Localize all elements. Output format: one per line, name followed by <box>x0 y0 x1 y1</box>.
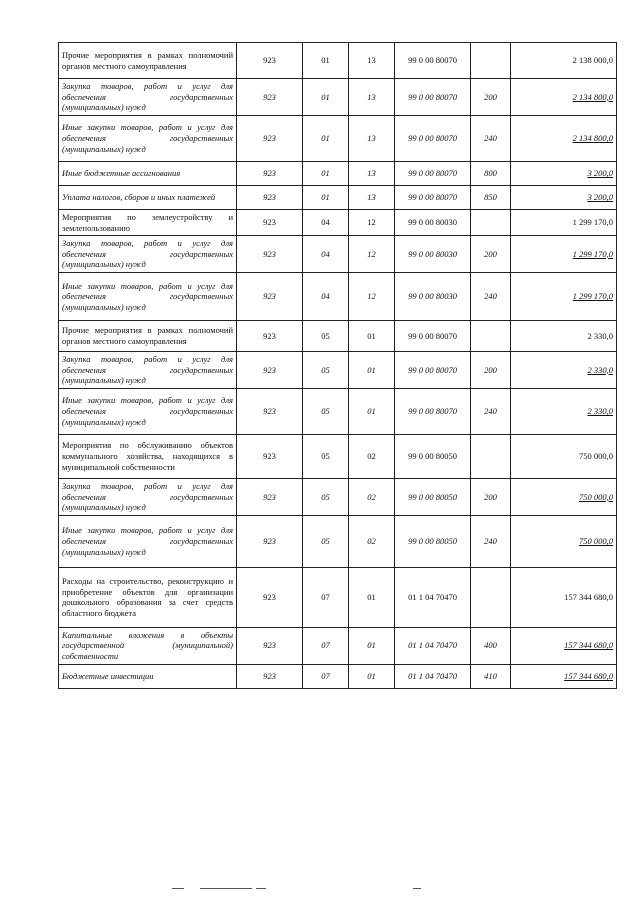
cell-sum: 2 138 000,0 <box>511 43 617 79</box>
cell-pr: 02 <box>349 515 395 567</box>
cell-pr: 01 <box>349 321 395 352</box>
cell-pr: 12 <box>349 273 395 321</box>
footer-mark <box>256 888 266 889</box>
cell-sum: 1 299 170,0 <box>511 273 617 321</box>
cell-ved: 923 <box>237 161 303 185</box>
cell-ved: 923 <box>237 664 303 688</box>
table-row <box>59 388 617 434</box>
cell-pr: 02 <box>349 434 395 478</box>
cell-sum: 157 344 680,0 <box>511 627 617 664</box>
cell-name: Мероприятия по обслуживанию объектов коммунального хозяйства, находящихся в муниципальной собственности <box>59 434 237 478</box>
cell-name: Расходы на строительство, реконструкцию и приобретение объектов для организации дошкольного образования за счет средств областного бюджета <box>59 567 237 627</box>
cell-rz: 05 <box>303 352 349 389</box>
cell-ved: 923 <box>237 321 303 352</box>
cell-ved: 923 <box>237 185 303 209</box>
table-row <box>59 161 617 185</box>
cell-csr: 99 0 00 80030 <box>395 236 471 273</box>
cell-ved: 923 <box>237 388 303 434</box>
table-row <box>59 79 617 116</box>
cell-ved: 923 <box>237 43 303 79</box>
cell-rz: 01 <box>303 185 349 209</box>
cell-vr <box>471 43 511 79</box>
cell-ved: 923 <box>237 352 303 389</box>
cell-vr <box>471 434 511 478</box>
cell-vr: 400 <box>471 627 511 664</box>
cell-pr: 13 <box>349 185 395 209</box>
cell-csr: 99 0 00 80070 <box>395 321 471 352</box>
cell-name: Закупка товаров, работ и услуг для обеспечения государственных (муниципальных) нужд <box>59 352 237 389</box>
table-row <box>59 567 617 627</box>
cell-sum: 3 200,0 <box>511 185 617 209</box>
cell-vr <box>471 321 511 352</box>
table-row <box>59 664 617 688</box>
cell-sum: 2 330,0 <box>511 352 617 389</box>
cell-rz: 01 <box>303 43 349 79</box>
cell-vr: 200 <box>471 352 511 389</box>
table-row <box>59 209 617 235</box>
cell-sum: 2 330,0 <box>511 388 617 434</box>
table-row <box>59 115 617 161</box>
table-row <box>59 273 617 321</box>
cell-csr: 99 0 00 80070 <box>395 352 471 389</box>
table-row <box>59 434 617 478</box>
cell-sum: 750 000,0 <box>511 478 617 515</box>
cell-name: Иные закупки товаров, работ и услуг для обеспечения государственных (муниципальных) нужд <box>59 515 237 567</box>
table-row <box>59 352 617 389</box>
cell-ved: 923 <box>237 209 303 235</box>
cell-name: Закупка товаров, работ и услуг для обеспечения государственных (муниципальных) нужд <box>59 478 237 515</box>
cell-rz: 01 <box>303 161 349 185</box>
cell-pr: 12 <box>349 209 395 235</box>
cell-csr: 99 0 00 80070 <box>395 79 471 116</box>
cell-sum: 1 299 170,0 <box>511 209 617 235</box>
cell-vr: 240 <box>471 515 511 567</box>
cell-ved: 923 <box>237 515 303 567</box>
cell-name: Закупка товаров, работ и услуг для обеспечения государственных (муниципальных) нужд <box>59 236 237 273</box>
cell-vr <box>471 209 511 235</box>
table-row <box>59 43 617 79</box>
cell-csr: 99 0 00 80070 <box>395 43 471 79</box>
cell-csr: 99 0 00 80030 <box>395 209 471 235</box>
cell-vr: 240 <box>471 273 511 321</box>
cell-name: Закупка товаров, работ и услуг для обеспечения государственных (муниципальных) нужд <box>59 79 237 116</box>
cell-sum: 2 134 800,0 <box>511 115 617 161</box>
cell-sum: 1 299 170,0 <box>511 236 617 273</box>
cell-csr: 99 0 00 80050 <box>395 434 471 478</box>
cell-csr: 99 0 00 80070 <box>395 388 471 434</box>
cell-pr: 13 <box>349 43 395 79</box>
footer-mark <box>413 888 421 889</box>
table-row <box>59 478 617 515</box>
cell-sum: 157 344 680,0 <box>511 567 617 627</box>
cell-vr: 850 <box>471 185 511 209</box>
cell-sum: 2 330,0 <box>511 321 617 352</box>
cell-rz: 05 <box>303 388 349 434</box>
cell-sum: 157 344 680,0 <box>511 664 617 688</box>
cell-csr: 01 1 04 70470 <box>395 664 471 688</box>
cell-pr: 01 <box>349 627 395 664</box>
cell-pr: 01 <box>349 352 395 389</box>
cell-pr: 12 <box>349 236 395 273</box>
cell-rz: 05 <box>303 321 349 352</box>
cell-pr: 13 <box>349 161 395 185</box>
table-row <box>59 321 617 352</box>
cell-csr: 99 0 00 80050 <box>395 515 471 567</box>
cell-pr: 01 <box>349 567 395 627</box>
cell-rz: 05 <box>303 434 349 478</box>
cell-rz: 04 <box>303 273 349 321</box>
cell-name: Иные закупки товаров, работ и услуг для обеспечения государственных (муниципальных) нужд <box>59 115 237 161</box>
cell-vr: 410 <box>471 664 511 688</box>
cell-rz: 05 <box>303 515 349 567</box>
cell-csr: 99 0 00 80030 <box>395 273 471 321</box>
table-row <box>59 236 617 273</box>
cell-csr: 01 1 04 70470 <box>395 627 471 664</box>
cell-name: Бюджетные инвестиции <box>59 664 237 688</box>
cell-ved: 923 <box>237 567 303 627</box>
table-row <box>59 627 617 664</box>
cell-sum: 2 134 800,0 <box>511 79 617 116</box>
cell-ved: 923 <box>237 115 303 161</box>
cell-vr: 240 <box>471 115 511 161</box>
cell-ved: 923 <box>237 434 303 478</box>
cell-vr: 800 <box>471 161 511 185</box>
cell-pr: 01 <box>349 664 395 688</box>
budget-table <box>58 42 617 689</box>
cell-vr: 200 <box>471 478 511 515</box>
footer-mark <box>200 888 252 889</box>
budget-table-body <box>59 43 617 689</box>
cell-rz: 01 <box>303 115 349 161</box>
cell-rz: 04 <box>303 236 349 273</box>
cell-ved: 923 <box>237 236 303 273</box>
cell-pr: 01 <box>349 388 395 434</box>
cell-name: Уплата налогов, сборов и иных платежей <box>59 185 237 209</box>
cell-pr: 02 <box>349 478 395 515</box>
cell-pr: 13 <box>349 79 395 116</box>
table-row <box>59 515 617 567</box>
cell-name: Иные закупки товаров, работ и услуг для обеспечения государственных (муниципальных) нужд <box>59 273 237 321</box>
footer-mark <box>172 888 184 889</box>
cell-name: Иные бюджетные ассигнования <box>59 161 237 185</box>
cell-rz: 07 <box>303 567 349 627</box>
cell-pr: 13 <box>349 115 395 161</box>
cell-rz: 07 <box>303 627 349 664</box>
cell-ved: 923 <box>237 478 303 515</box>
cell-ved: 923 <box>237 627 303 664</box>
cell-csr: 99 0 00 80070 <box>395 115 471 161</box>
cell-rz: 04 <box>303 209 349 235</box>
cell-csr: 99 0 00 80070 <box>395 185 471 209</box>
cell-name: Иные закупки товаров, работ и услуг для обеспечения государственных (муниципальных) нужд <box>59 388 237 434</box>
cell-sum: 750 000,0 <box>511 515 617 567</box>
cell-vr: 200 <box>471 236 511 273</box>
cell-ved: 923 <box>237 273 303 321</box>
cell-name: Мероприятия по землеустройству и землепользованию <box>59 209 237 235</box>
cell-rz: 07 <box>303 664 349 688</box>
cell-vr: 240 <box>471 388 511 434</box>
cell-vr: 200 <box>471 79 511 116</box>
cell-csr: 99 0 00 80070 <box>395 161 471 185</box>
cell-ved: 923 <box>237 79 303 116</box>
table-row <box>59 185 617 209</box>
cell-sum: 750 000,0 <box>511 434 617 478</box>
cell-name: Прочие мероприятия в рамках полномочий органов местного самоуправления <box>59 321 237 352</box>
cell-vr <box>471 567 511 627</box>
cell-csr: 01 1 04 70470 <box>395 567 471 627</box>
cell-rz: 05 <box>303 478 349 515</box>
cell-rz: 01 <box>303 79 349 116</box>
cell-sum: 3 200,0 <box>511 161 617 185</box>
cell-name: Капитальные вложения в объекты государственной (муниципальной) собственности <box>59 627 237 664</box>
cell-csr: 99 0 00 80050 <box>395 478 471 515</box>
cell-name: Прочие мероприятия в рамках полномочий органов местного самоуправления <box>59 43 237 79</box>
